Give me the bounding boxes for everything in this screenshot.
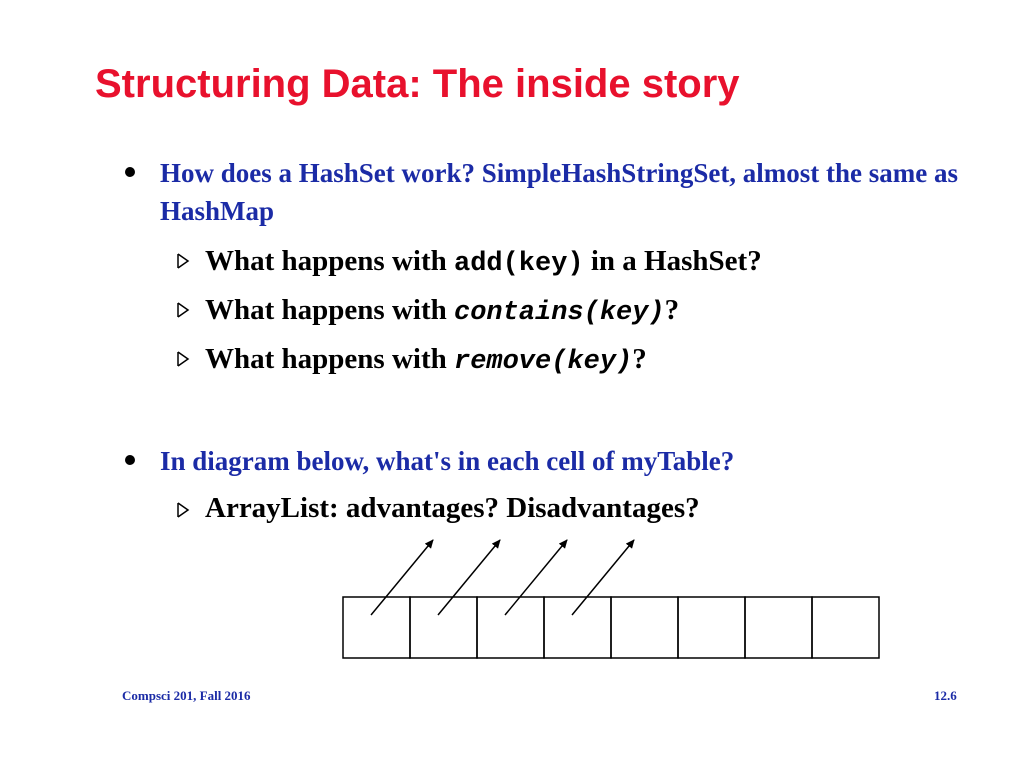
sub-item-arraylist: ArrayList: advantages? Disadvantages? [205, 492, 700, 524]
sub-item-remove-before: What happens with [205, 343, 454, 375]
table-cells [343, 597, 879, 658]
pointer-arrow [505, 540, 567, 615]
sub-item-contains-after: ? [664, 294, 680, 326]
pointer-arrow [438, 540, 500, 615]
table-cell [410, 597, 477, 658]
table-cell [343, 597, 410, 658]
table-cell [611, 597, 678, 658]
bullet-1-text: How does a HashSet work? SimpleHashStringSet, almost the same as HashMap [160, 158, 959, 226]
footer-page-number: 12.6 [934, 688, 957, 703]
table-cell [544, 597, 611, 658]
sub-item-remove-after: ? [632, 343, 647, 375]
pointer-arrow [572, 540, 634, 615]
sub-item-contains-before: What happens with [205, 294, 454, 326]
slide-title: Structuring Data: The inside story [95, 62, 740, 106]
sub-item-add-after: in a HashSet? [583, 245, 762, 277]
table-cell [745, 597, 812, 658]
table-cell [477, 597, 544, 658]
code-contains: contains(key) [454, 298, 665, 328]
pointer-arrow [371, 540, 433, 615]
sub-item-add-before: What happens with [205, 245, 454, 277]
code-remove: remove(key) [454, 347, 633, 377]
bullet-2-text: In diagram below, what's in each cell of myTable? [160, 446, 735, 476]
code-add: add(key) [454, 249, 584, 279]
table-cell [812, 597, 879, 658]
footer-course: Compsci 201, Fall 2016 [122, 688, 251, 703]
table-cell [678, 597, 745, 658]
